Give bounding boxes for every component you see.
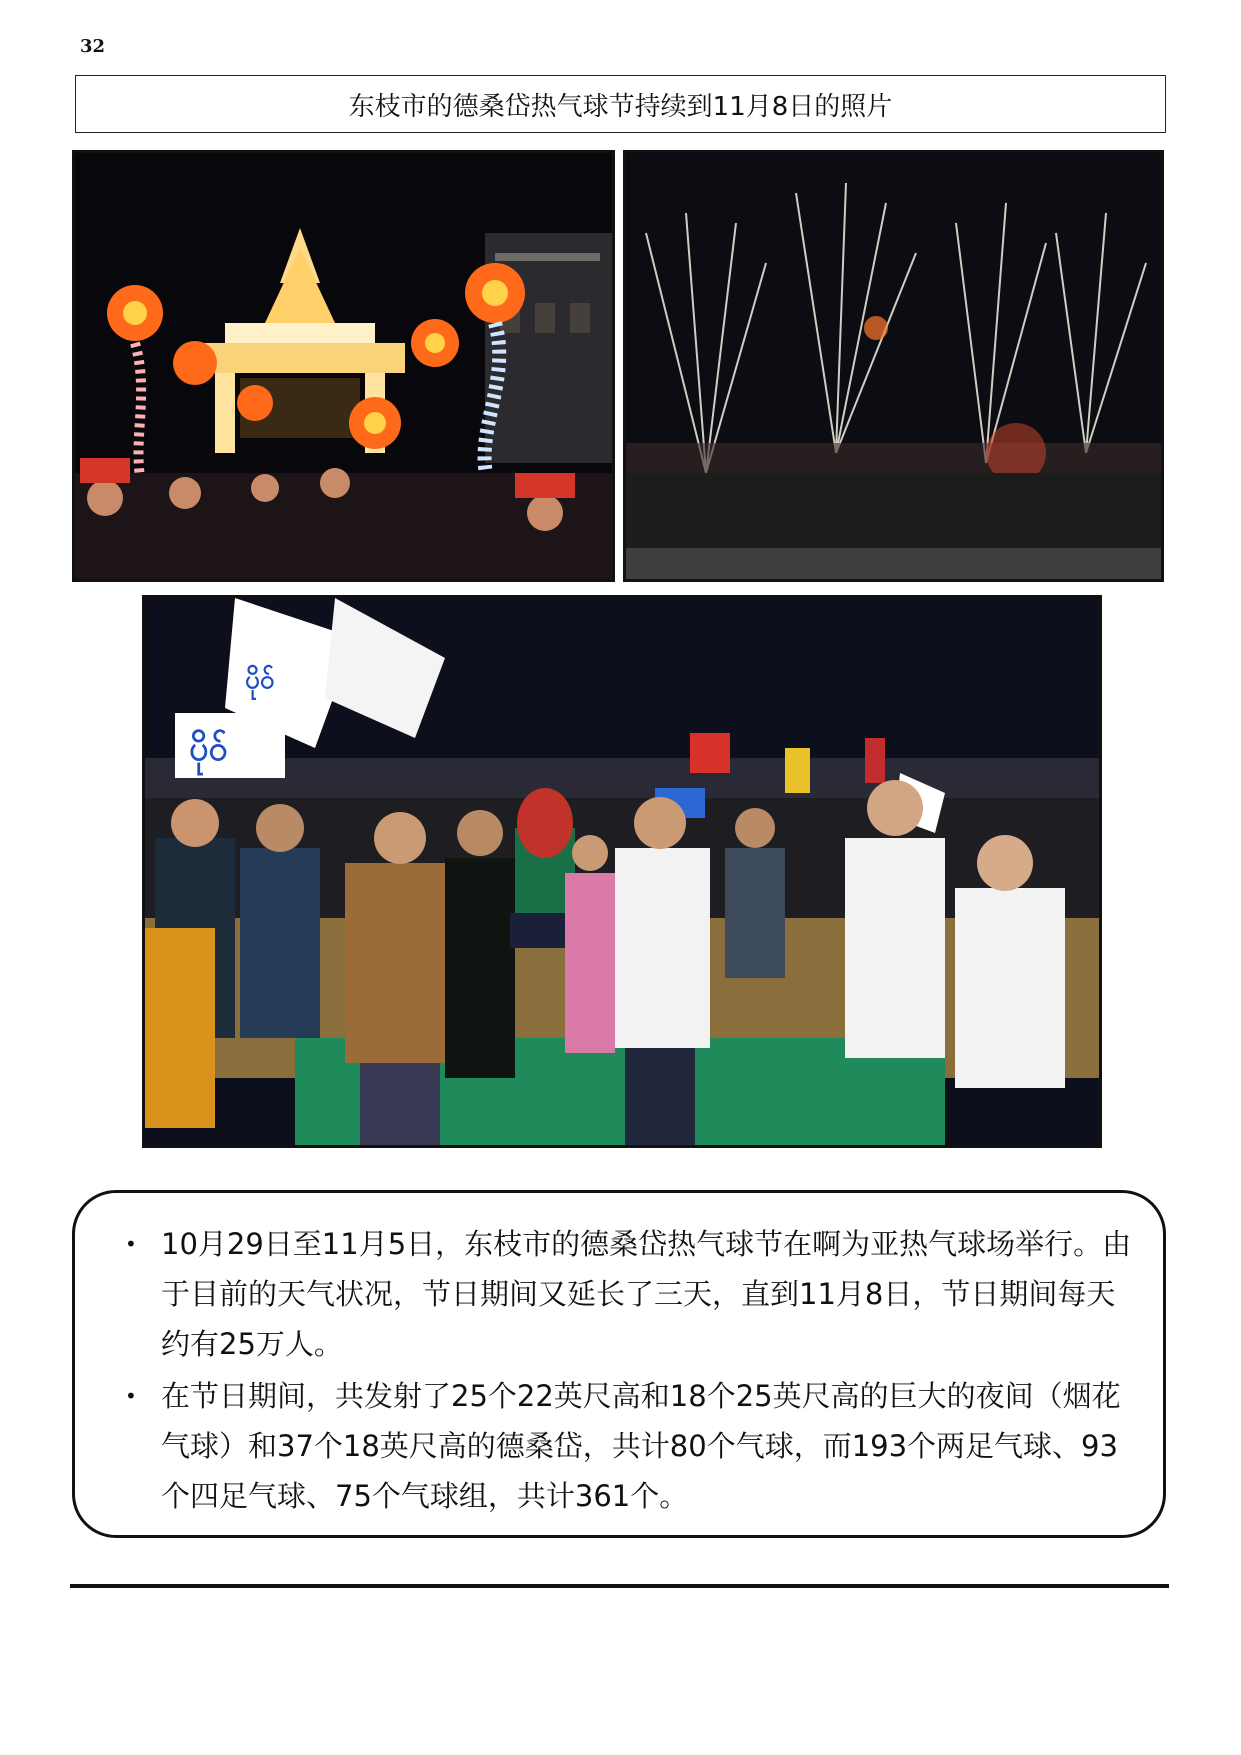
flag-script-text: ပိုဝ် — [189, 729, 228, 769]
flag-script-text-2: ပိုဝ် — [245, 665, 275, 695]
parade-photo — [72, 150, 615, 582]
list-item — [125, 1371, 1139, 1521]
page-number: 32 — [80, 36, 106, 57]
bullet-icon: • — [125, 1384, 137, 1408]
list-item-text: 10月29日至11月5日，东枝市的德桑岱热气球节在啊为亚热气球场举行。由于目前的天气状况，节日期间又延长了三天，直到11月8日，节日期间每天约有25万人。 — [161, 1227, 1132, 1361]
bottom-divider — [70, 1584, 1169, 1588]
list-item — [125, 1219, 1139, 1369]
award-ceremony-photo — [142, 595, 1102, 1148]
page-title-text: 东枝市的德桑岱热气球节持续到11月8日的照片 — [348, 91, 893, 122]
bullet-icon: • — [125, 1232, 137, 1256]
page-title — [75, 75, 1166, 133]
info-list — [125, 1219, 1139, 1521]
fireworks-photo — [623, 150, 1164, 582]
info-box — [72, 1190, 1166, 1538]
list-item-text: 在节日期间，共发射了25个22英尺高和18个25英尺高的巨大的夜间（烟花气球）和37个18英尺高的德桑岱，共计80个气球，而193个两足气球、93个四足气球、75个气球组，共计361个。 — [161, 1379, 1121, 1513]
